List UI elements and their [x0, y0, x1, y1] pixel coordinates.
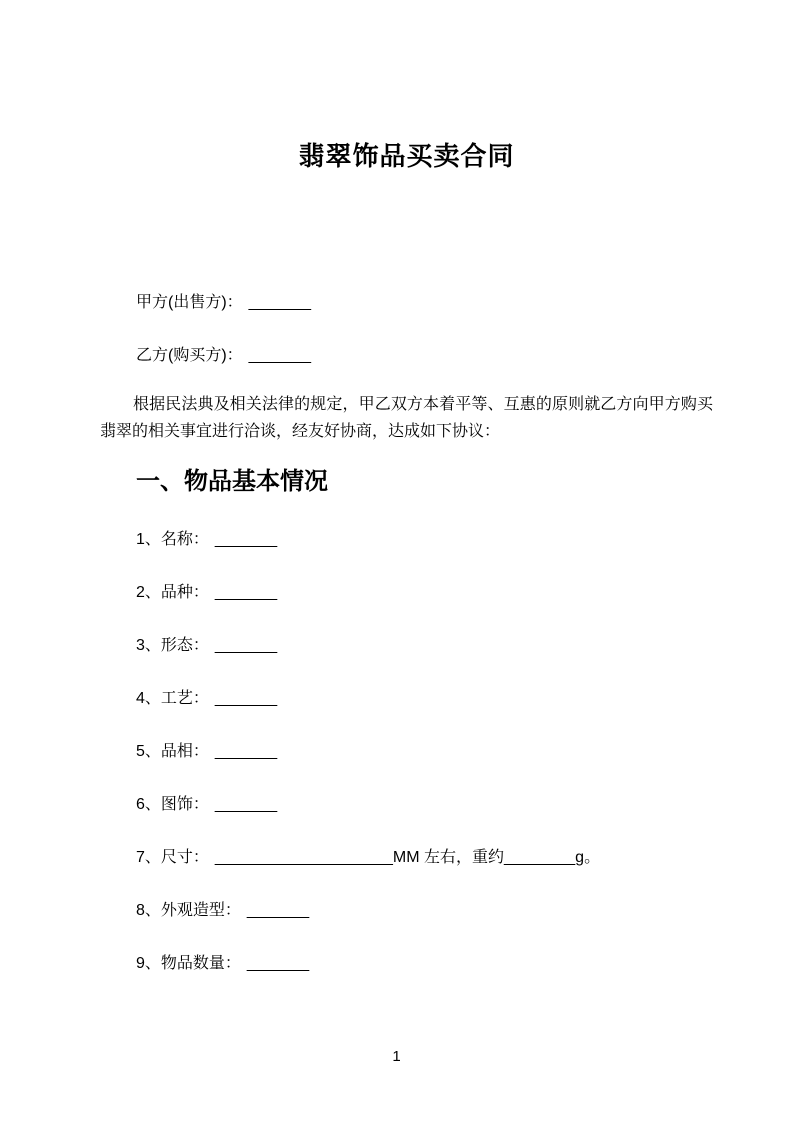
party-a-blank: _______ — [248, 294, 311, 311]
item-6-label: 6、图饰： — [136, 796, 209, 813]
item-7-unit-g: g。 — [575, 849, 601, 866]
item-3-blank: _______ — [214, 637, 278, 654]
item-7-label: 7、尺寸： — [136, 849, 209, 866]
item-1-label: 1、名称： — [136, 531, 209, 548]
document-title: 翡翠饰品买卖合同 — [298, 141, 515, 171]
item-row-5 — [100, 743, 713, 761]
item-3-label: 3、形态： — [136, 637, 209, 654]
item-row-1 — [100, 531, 713, 549]
item-row-9 — [100, 955, 713, 973]
item-8-blank: _______ — [246, 902, 310, 919]
item-9-label: 9、物品数量： — [136, 955, 241, 972]
party-a-line — [100, 294, 713, 312]
party-b-label: 乙方(购买方)： — [136, 347, 243, 364]
page-number: 1 — [392, 1048, 401, 1065]
item-row-4 — [100, 690, 713, 708]
item-7-unit-mm: MM 左右，重约 — [392, 849, 504, 866]
item-7-blank-weight: ________ — [503, 849, 576, 866]
item-6-blank: _______ — [214, 796, 278, 813]
item-row-3 — [100, 637, 713, 655]
party-a-label: 甲方(出售方)： — [136, 294, 243, 311]
section-heading: 一、物品基本情况 — [136, 468, 328, 495]
item-5-blank: _______ — [214, 743, 278, 760]
item-8-label: 8、外观造型： — [136, 902, 241, 919]
item-4-label: 4、工艺： — [136, 690, 209, 707]
item-row-8 — [100, 902, 713, 920]
item-4-blank: _______ — [214, 690, 278, 707]
item-2-blank: _______ — [214, 584, 278, 601]
item-1-blank: _______ — [214, 531, 278, 548]
item-5-label: 5、品相： — [136, 743, 209, 760]
party-b-blank: _______ — [248, 347, 311, 364]
item-9-blank: _______ — [246, 955, 310, 972]
item-7-blank-size: ____________________ — [214, 849, 393, 866]
item-row-6 — [100, 796, 713, 814]
item-row-7 — [100, 849, 713, 867]
intro-paragraph: 根据民法典及相关法律的规定，甲乙双方本着平等、互惠的原则就乙方向甲方购买翡翠的相关事宜进行洽谈，经友好协商，达成如下协议： — [100, 396, 713, 440]
item-2-label: 2、品种： — [136, 584, 209, 601]
party-b-line — [100, 347, 713, 365]
item-row-2 — [100, 584, 713, 602]
